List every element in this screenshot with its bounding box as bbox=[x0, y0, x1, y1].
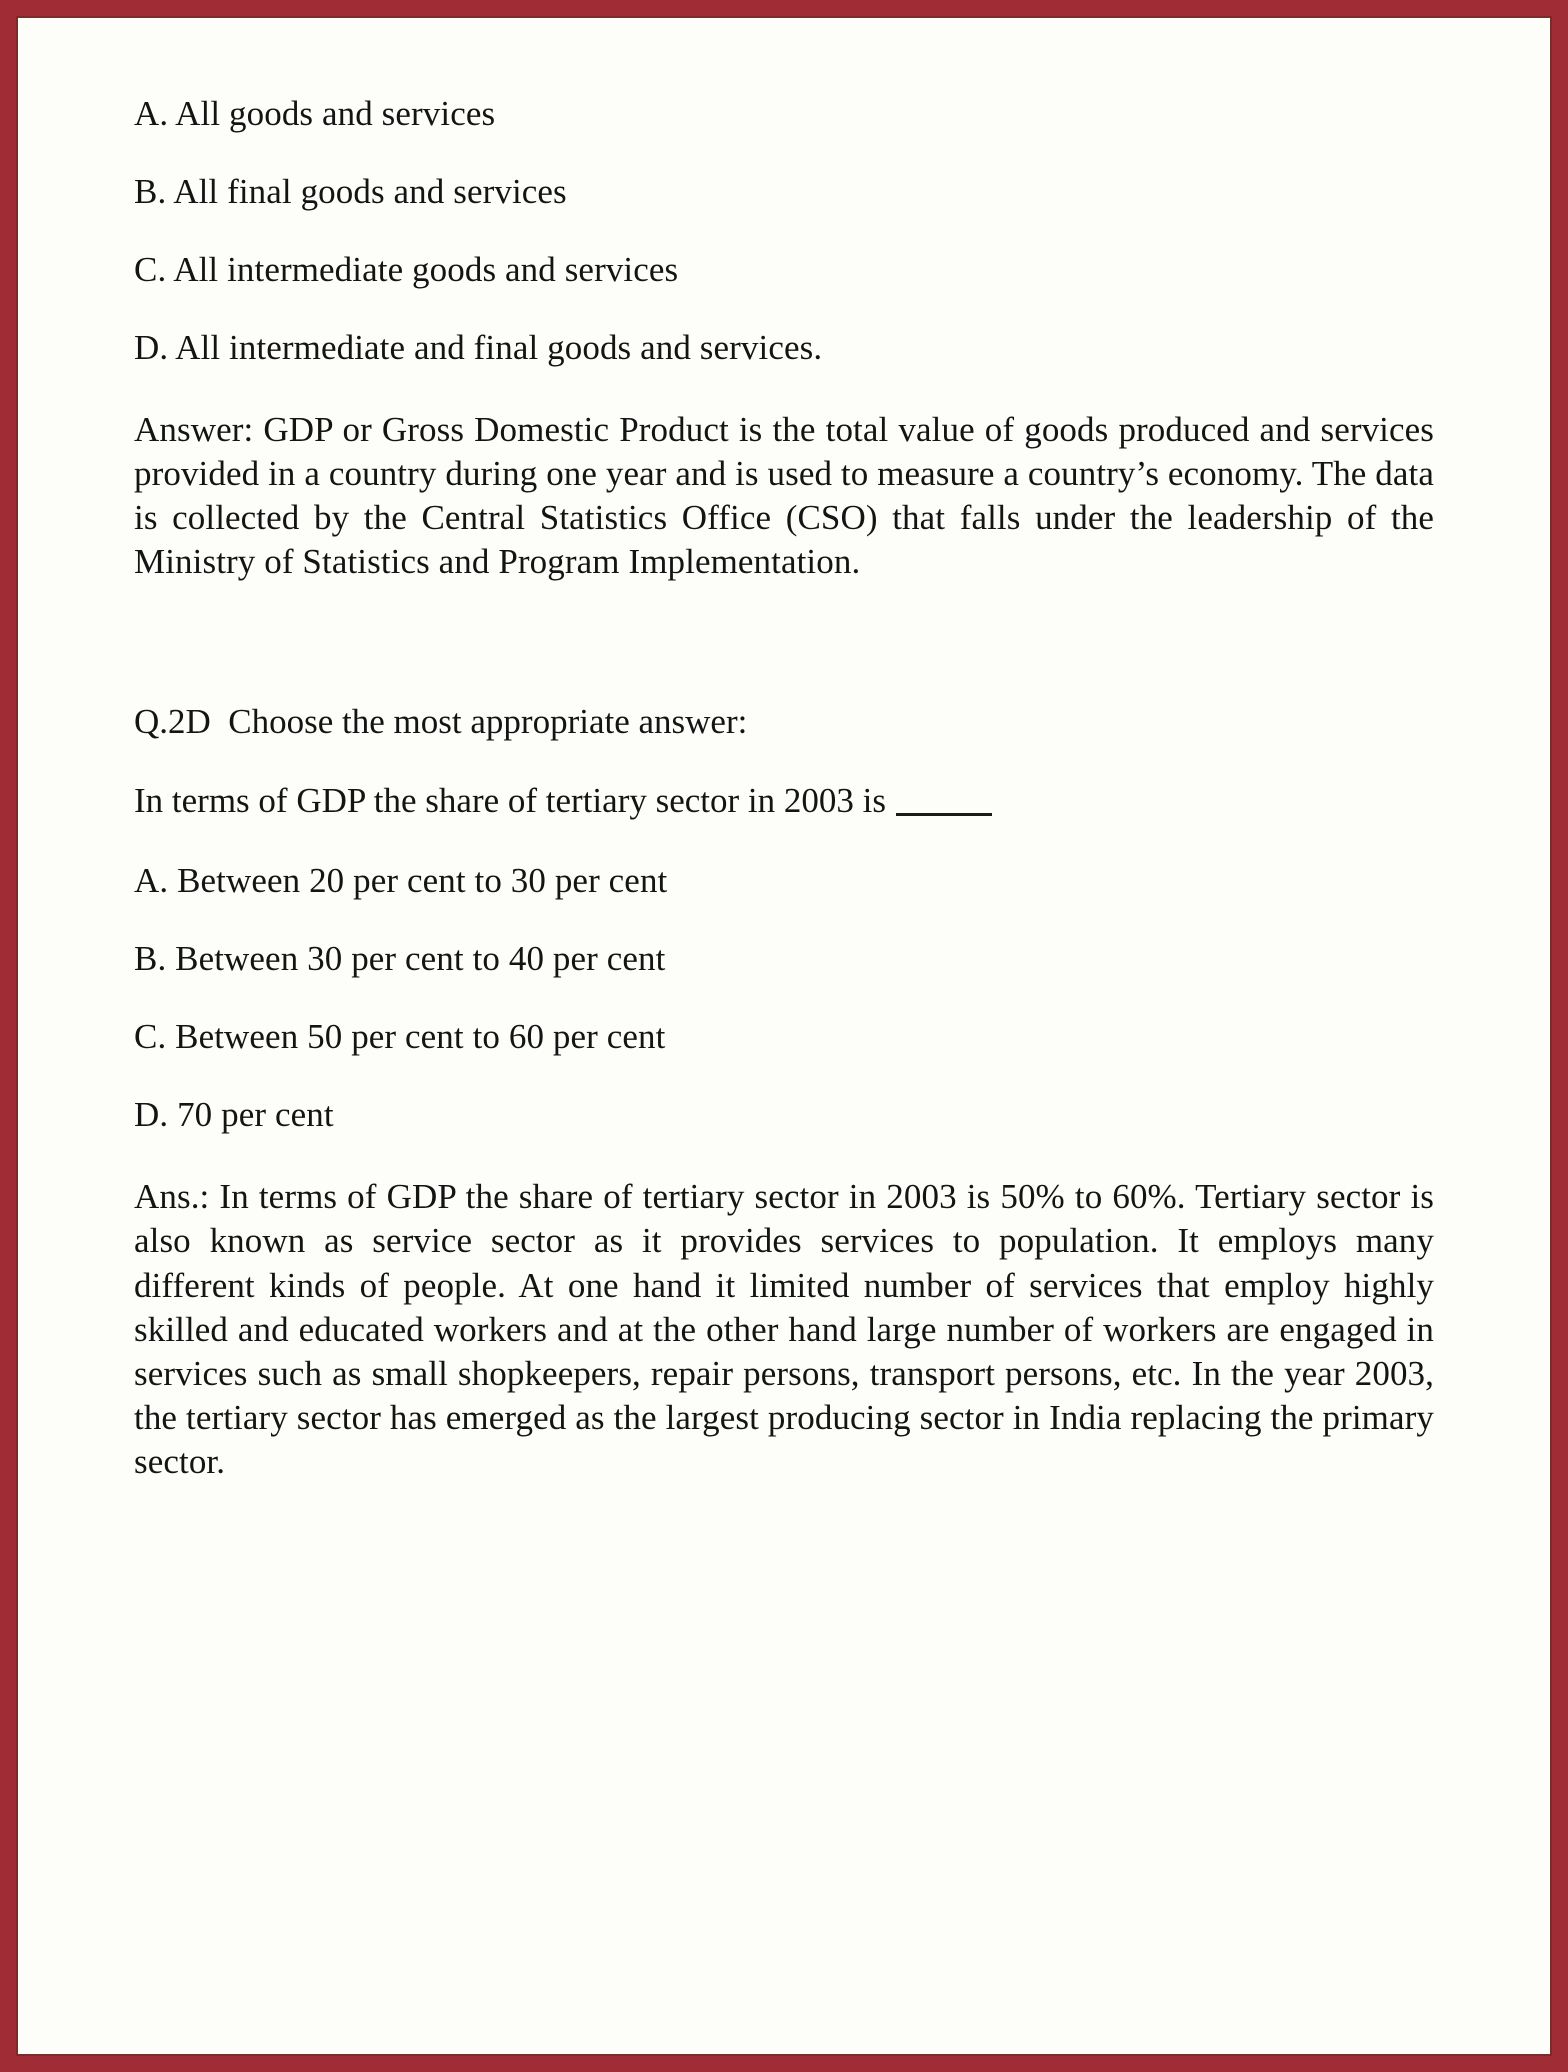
q1-answer-paragraph: Answer: GDP or Gross Domestic Product is the total value of goods produced and services provided in a country during one year and is used to measure a country’s economy. The data is collected by the Central Statistics Office (CSO) that falls under the leadership of the Ministry of Statistics and Program Implementation. bbox=[134, 410, 1434, 582]
q1-option-a: A. All goods and services bbox=[134, 94, 496, 133]
q2d-option-d: D. 70 per cent bbox=[134, 1095, 334, 1135]
q1-option-d: D. All intermediate and final goods and services. bbox=[134, 328, 823, 367]
q2d-option-c: C. Between 50 per cent to 60 per cent bbox=[134, 1017, 666, 1057]
page-frame-inner bbox=[16, 16, 1552, 2056]
section-spacer bbox=[134, 584, 1434, 704]
q2d-stem bbox=[134, 781, 1434, 821]
q2d-stem-text: In terms of GDP the share of tertiary sector in 2003 is bbox=[134, 781, 886, 821]
fill-in-blank-rule bbox=[896, 813, 992, 816]
q2d-answer-paragraph: Ans.: In terms of GDP the share of tertiary sector in 2003 is 50% to 60%. Tertiary sector is also known as service sector as it provides services to population. It employs many different kinds of people. At one hand it limited number of services that employ highly skilled and educated workers and at the other hand large number of workers are engaged in services such as small shopkeepers, repair persons, transport persons, etc. In the year 2003, the tertiary sector has emerged as the largest producing sector in India replacing the primary sector. bbox=[134, 1177, 1434, 1481]
q1-option-c: C. All intermediate goods and services bbox=[134, 250, 679, 289]
q2d-option-a: A. Between 20 per cent to 30 per cent bbox=[134, 861, 668, 901]
q2d-option-b: B. Between 30 per cent to 40 per cent bbox=[134, 939, 666, 979]
q2d-heading: Q.2D Choose the most appropriate answer: bbox=[134, 702, 748, 742]
q1-option-b: B. All final goods and services bbox=[134, 172, 567, 211]
document-body bbox=[18, 18, 1550, 2054]
text-column bbox=[134, 96, 1434, 1484]
